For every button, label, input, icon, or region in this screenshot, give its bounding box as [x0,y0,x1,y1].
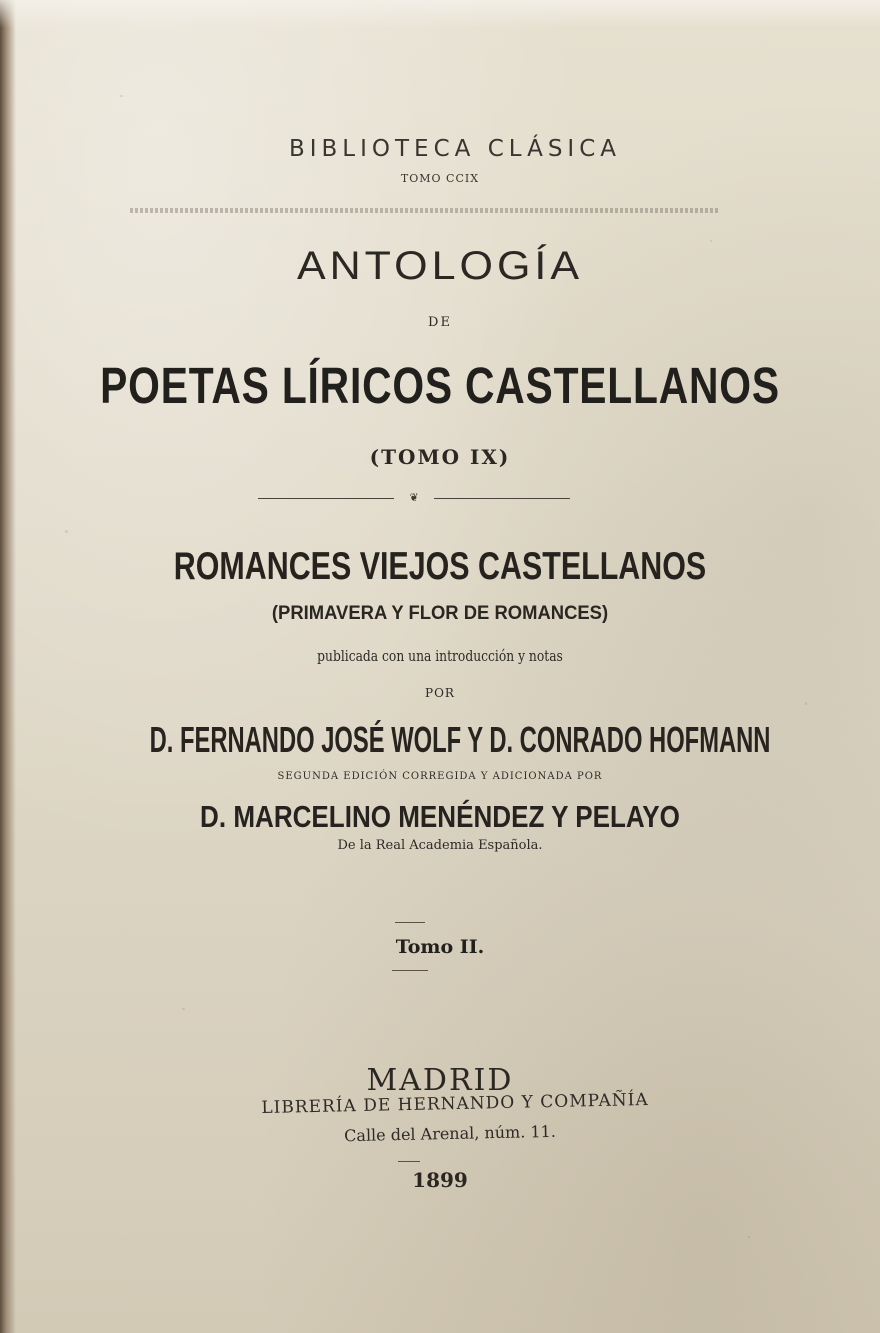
ornament-left-line [258,498,394,499]
publication-note: publicada con una introducción y notas [317,647,563,665]
academy-affiliation: De la Real Academia Española. [337,838,543,853]
decorative-flourish-icon: ❦ [409,491,419,504]
authors: D. FERNANDO JOSÉ WOLF Y D. CONRADO HOFMANN [149,719,771,760]
ornament-right-line [434,498,570,499]
main-title: ANTOLOGÍA [296,244,584,289]
paper-speck [805,702,807,705]
collection-title: POETAS LÍRICOS CASTELLANOS [100,357,780,414]
imprint-city: MADRID [366,1063,514,1098]
publication-year: 1899 [412,1168,468,1192]
year-rule [398,1161,420,1162]
page-highlight [0,0,880,28]
series-volume: TOMO CCIX [400,172,480,185]
paper-speck [748,1236,750,1238]
publisher: LIBRERÍA DE HERNANDO Y COMPAÑÍA [261,1089,649,1119]
volume-number: Tomo II. [395,936,485,958]
tomo-bottom-rule [392,970,428,971]
tomo-top-rule [395,922,425,923]
editor: D. MARCELINO MENÉNDEZ Y PELAYO [200,799,680,834]
romances-title: ROMANCES VIEJOS CASTELLANOS [173,545,707,588]
publisher-address: Calle del Arenal, núm. 11. [343,1121,557,1146]
paper-speck [65,530,68,533]
subtitle: (PRIMAVERA Y FLOR DE ROMANCES) [271,603,609,624]
paper-speck [120,95,123,97]
by-label: POR [425,686,455,700]
second-edition-note: SEGUNDA EDICIÓN CORREGIDA Y ADICIONADA POR [277,771,603,782]
series-divider [130,208,720,213]
paper-speck [710,240,712,242]
series-title: BIBLIOTECA CLÁSICA [288,136,622,162]
series-volume-label: (TOMO IX) [369,445,511,469]
paper-speck [182,1008,185,1010]
decorative-divider [258,493,570,503]
title-connector: DE [428,315,452,330]
